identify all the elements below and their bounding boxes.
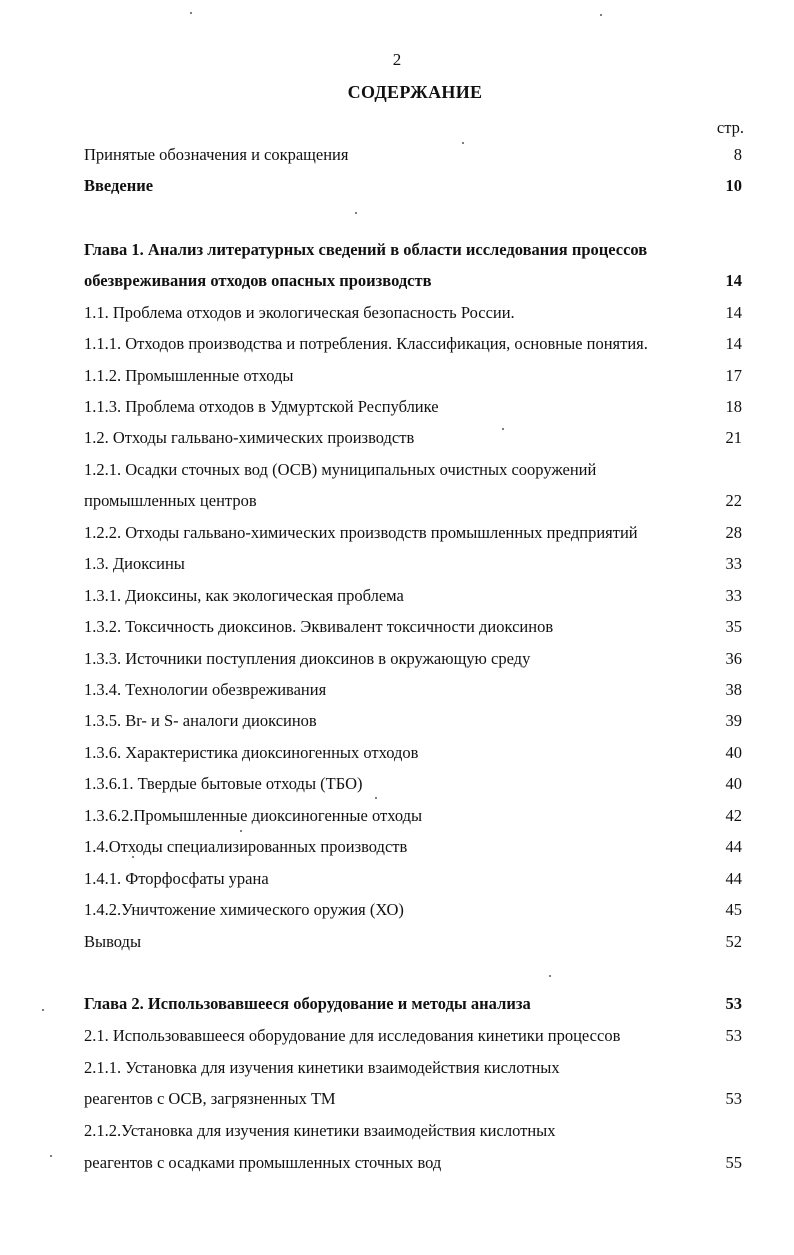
toc-entry-page: 14 [725,271,742,290]
scan-speck [549,975,551,977]
toc-entry [0,332,794,356]
toc-entry-page: 33 [725,554,742,573]
scan-speck [50,1155,52,1157]
toc-entry-text: 1.3.5. Br- и S- аналоги диоксинов [84,711,317,730]
toc-entry-text: 1.3.1. Диоксины, как экологическая проблема [84,586,404,605]
toc-entry [0,992,794,1016]
scan-speck [502,428,504,430]
toc-entry-text: 1.3.3. Источники поступления диоксинов в окружающую среду [84,649,531,668]
toc-entry-text: Выводы [84,932,142,951]
toc-entry-page: 28 [725,523,742,542]
toc-entry [0,615,794,639]
toc-entry-text: 1.3.6.2.Промышленные диоксиногенные отходы [84,806,423,825]
toc-entry [0,678,794,702]
toc-entry-page: 42 [725,806,742,825]
page-column-label: стр. [716,118,744,137]
toc-entry-text: 2.1. Использовавшееся оборудование для исследования кинетики процессов [84,1026,621,1045]
toc-entry-text: 1.1.1. Отходов производства и потребления. Классификация, основные понятия. [84,334,648,353]
toc-entry [0,552,794,576]
toc-entry [0,1024,794,1048]
toc-entry [0,1056,794,1080]
toc-entry-page: 8 [733,145,742,164]
toc-entry [0,835,794,859]
toc-entry-text: Введение [84,176,154,195]
toc-entry [0,364,794,388]
toc-entry-text: 1.4.2.Уничтожение химического оружия (ХО) [84,900,404,919]
toc-entry-text: 1.2.2. Отходы гальвано-химических производств промышленных предприятий [84,523,638,542]
scan-speck [240,830,242,832]
toc-entry-text: 1.1.3. Проблема отходов в Удмуртской Республике [84,397,439,416]
scan-speck [462,142,464,144]
toc-entry-text: Глава 1. Анализ литературных сведений в области исследования процессов [84,240,648,259]
toc-entry-text: 1.3.6. Характеристика диоксиногенных отходов [84,743,419,762]
toc-entry-page: 36 [725,649,742,668]
toc-entry [0,489,794,513]
toc-entry [0,647,794,671]
toc-entry [0,301,794,325]
toc-entry-page: 53 [725,1026,742,1045]
toc-entry [0,898,794,922]
scan-speck [375,797,377,799]
toc-entry-page: 52 [725,932,742,951]
toc-entry-page: 17 [725,366,742,385]
toc-entry [0,395,794,419]
toc-entry [0,930,794,954]
page-number: 2 [392,50,402,69]
toc-entry-text: 1.1. Проблема отходов и экологическая безопасность России. [84,303,515,322]
toc-entry-page: 55 [725,1153,742,1172]
toc-entry-text: 1.4.Отходы специализированных производств [84,837,408,856]
toc-entry-text: реагентов с осадками промышленных сточных вод [84,1153,442,1172]
toc-entry-text: обезвреживания отходов опасных производств [84,271,432,290]
toc-entry [0,584,794,608]
page-title: СОДЕРЖАНИЕ [347,82,483,102]
toc-entry [0,426,794,450]
toc-entry-text: 1.3.6.1. Твердые бытовые отходы (ТБО) [84,774,363,793]
scan-speck [190,12,192,14]
toc-entry-text: Глава 2. Использовавшееся оборудование и методы анализа [84,994,531,1013]
toc-entry [0,1151,794,1175]
toc-entry-text: Принятые обозначения и сокращения [84,145,349,164]
toc-entry-text: 1.3.4. Технологии обезвреживания [84,680,327,699]
toc-entry-page: 14 [725,303,742,322]
toc-entry [0,458,794,482]
toc-entry [0,1087,794,1111]
toc-entry-page: 21 [725,428,742,447]
toc-entry-text: 1.3. Диоксины [84,554,185,573]
toc-entry [0,804,794,828]
toc-entry-page: 53 [725,994,742,1013]
toc-entry-page: 14 [725,334,742,353]
toc-entry-page: 45 [725,900,742,919]
toc-entry [0,1119,794,1143]
toc-entry-text: 1.2.1. Осадки сточных вод (ОСВ) муниципальных очистных сооружений [84,460,597,479]
toc-entry-text: 1.1.2. Промышленные отходы [84,366,294,385]
toc-entry-page: 18 [725,397,742,416]
toc-entry-text: реагентов с ОСВ, загрязненных ТМ [84,1089,336,1108]
toc-entry-page: 10 [725,176,742,195]
toc-entry-page: 35 [725,617,742,636]
scan-speck [355,212,357,214]
toc-entry-page: 22 [725,491,742,510]
toc-entry [0,174,794,198]
toc-entry-page: 53 [725,1089,742,1108]
toc-entry-text: 2.1.1. Установка для изучения кинетики взаимодействия кислотных [84,1058,560,1077]
toc-entry-page: 40 [725,774,742,793]
scan-speck [132,856,134,858]
toc-entry [0,772,794,796]
toc-entry-page: 44 [725,837,742,856]
toc-entry-text: 1.4.1. Фторфосфаты урана [84,869,269,888]
toc-entry [0,238,794,262]
toc-entry [0,741,794,765]
toc-entry-page: 44 [725,869,742,888]
toc-entry [0,521,794,545]
toc-entry [0,143,794,167]
toc-entry-text: промышленных центров [84,491,257,510]
toc-entry-text: 1.3.2. Токсичность диоксинов. Эквивалент токсичности диоксинов [84,617,554,636]
toc-entry-page: 38 [725,680,742,699]
toc-entry-page: 33 [725,586,742,605]
toc-entry-page: 40 [725,743,742,762]
toc-entry [0,867,794,891]
toc-entry-text: 2.1.2.Установка для изучения кинетики взаимодействия кислотных [84,1121,556,1140]
scan-speck [42,1009,44,1011]
toc-entry [0,709,794,733]
scan-speck [600,14,602,16]
toc-entry-page: 39 [725,711,742,730]
toc-entry [0,269,794,293]
toc-entry-text: 1.2. Отходы гальвано-химических производств [84,428,415,447]
